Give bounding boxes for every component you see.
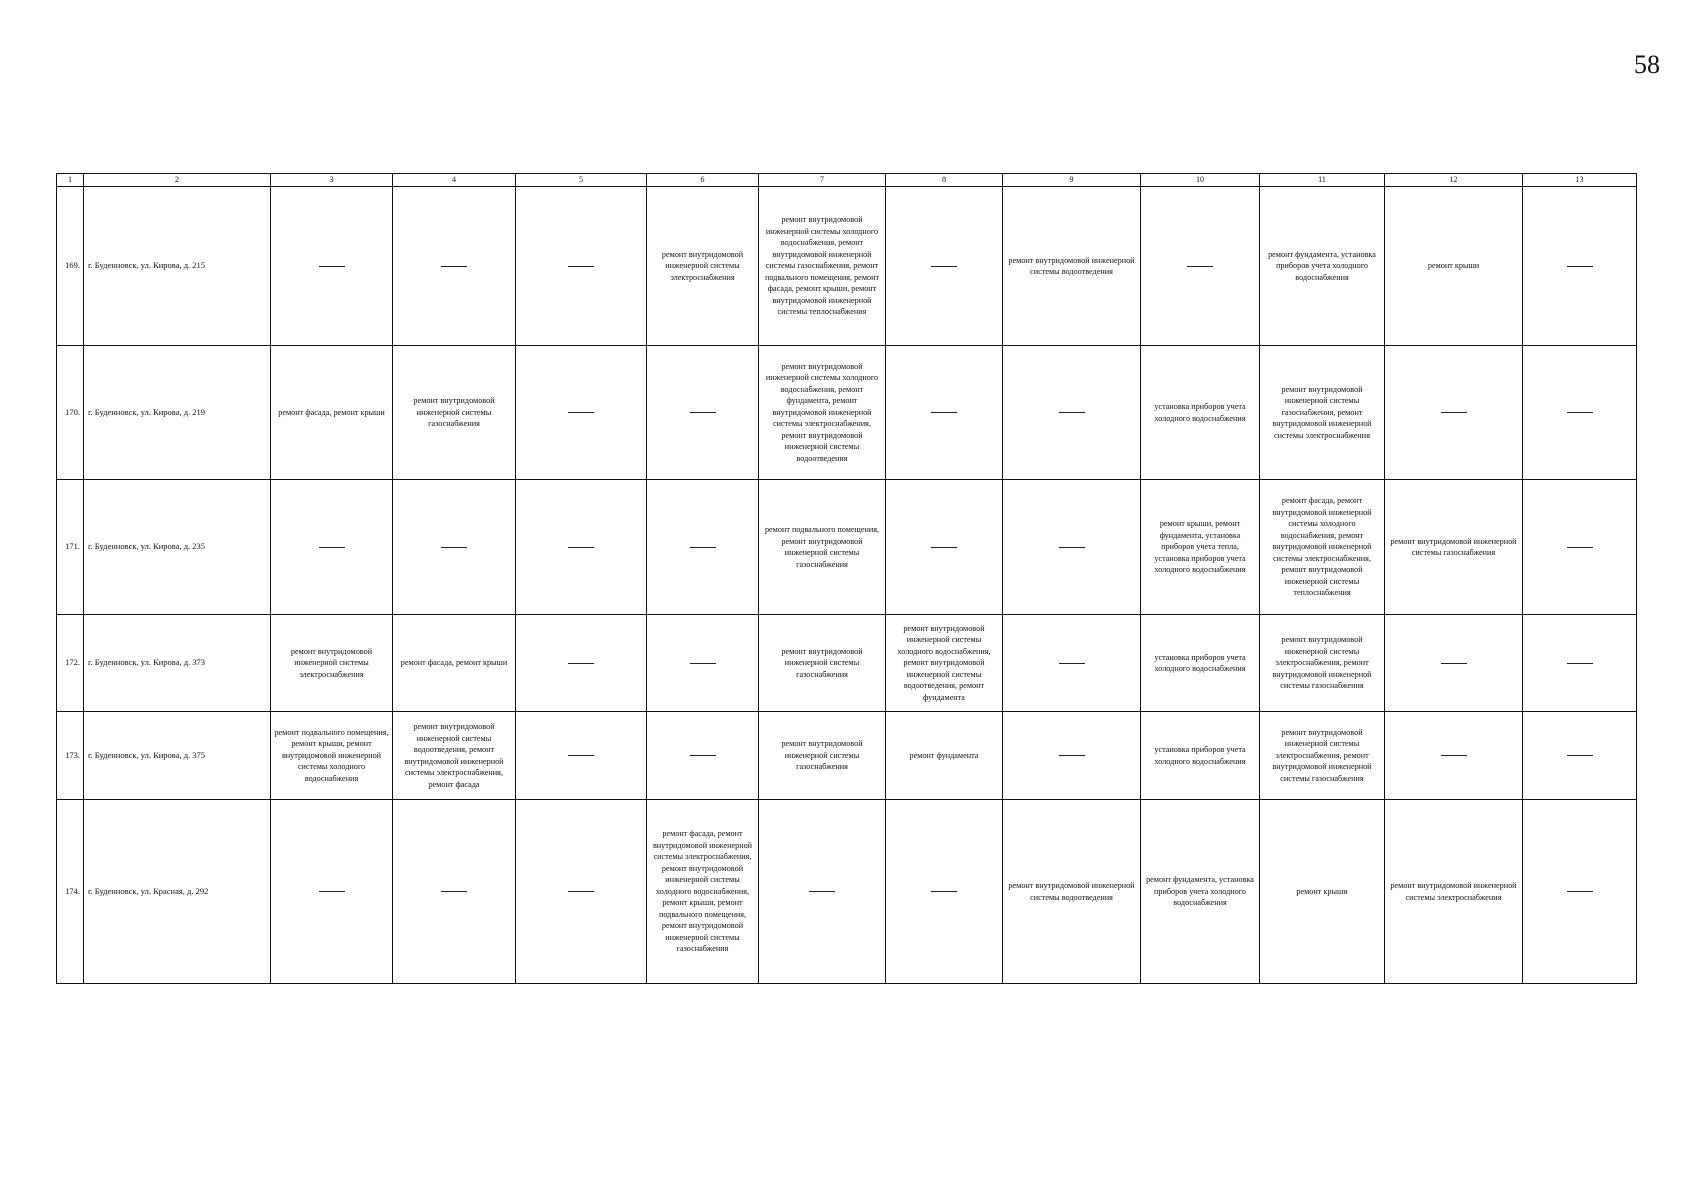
table-row xyxy=(57,712,1637,800)
empty-cell xyxy=(1523,346,1637,480)
empty-cell xyxy=(647,615,759,712)
dash-mark xyxy=(441,266,467,267)
empty-cell xyxy=(393,187,516,346)
empty-cell xyxy=(886,480,1003,615)
empty-cell xyxy=(393,480,516,615)
column-header: 2 xyxy=(84,174,271,187)
column-header: 4 xyxy=(393,174,516,187)
page-number: 58 xyxy=(1634,50,1660,79)
work-cell: ремонт внутридомовой инженерной системы электроснабжения, ремонт внутридомовой инженерной системы газоснабжения xyxy=(1260,712,1385,800)
empty-cell xyxy=(1523,712,1637,800)
work-cell: ремонт крыши xyxy=(1385,187,1523,346)
work-cell: ремонт фасада, ремонт внутридомовой инженерной системы холодного водоснабжения, ремонт внутридомовой инженерной системы электроснабжения, ремонт внутридомовой инженерной системы теплоснабжения xyxy=(1260,480,1385,615)
work-cell: ремонт фундамента, установка приборов учета холодного водоснабжения xyxy=(1141,800,1260,984)
dash-mark xyxy=(1567,412,1593,413)
column-header: 12 xyxy=(1385,174,1523,187)
work-cell: ремонт фундамента xyxy=(886,712,1003,800)
work-cell: ремонт крыши, ремонт фундамента, установка приборов учета тепла, установка приборов учета холодного водоснабжения xyxy=(1141,480,1260,615)
dash-mark xyxy=(319,891,345,892)
address-cell: г. Буденновск, ул. Кирова, д. 219 xyxy=(84,346,271,480)
empty-cell xyxy=(516,800,647,984)
work-cell: ремонт внутридомовой инженерной системы газоснабжения xyxy=(759,712,886,800)
dash-mark xyxy=(931,891,957,892)
empty-cell xyxy=(759,800,886,984)
work-cell: установка приборов учета холодного водоснабжения xyxy=(1141,615,1260,712)
work-cell: ремонт внутридомовой инженерной системы газоснабжения xyxy=(1385,480,1523,615)
dash-mark xyxy=(568,755,594,756)
empty-cell xyxy=(271,187,393,346)
work-cell: ремонт внутридомовой инженерной системы электроснабжения xyxy=(1385,800,1523,984)
dash-mark xyxy=(1441,412,1467,413)
dash-mark xyxy=(319,266,345,267)
work-cell: ремонт внутридомовой инженерной системы газоснабжения xyxy=(393,346,516,480)
work-cell: ремонт внутридомовой инженерной системы электроснабжения xyxy=(647,187,759,346)
work-cell: ремонт фасада, ремонт крыши xyxy=(271,346,393,480)
work-cell: ремонт подвального помещения, ремонт внутридомовой инженерной системы газоснабжения xyxy=(759,480,886,615)
dash-mark xyxy=(568,266,594,267)
column-header: 10 xyxy=(1141,174,1260,187)
empty-cell xyxy=(647,712,759,800)
dash-mark xyxy=(1059,412,1085,413)
dash-mark xyxy=(441,891,467,892)
work-cell: установка приборов учета холодного водоснабжения xyxy=(1141,346,1260,480)
empty-cell xyxy=(516,187,647,346)
dash-mark xyxy=(690,547,716,548)
column-header: 9 xyxy=(1003,174,1141,187)
row-number: 172. xyxy=(57,615,84,712)
dash-mark xyxy=(568,891,594,892)
dash-mark xyxy=(1059,663,1085,664)
empty-cell xyxy=(1385,712,1523,800)
empty-cell xyxy=(647,480,759,615)
dash-mark xyxy=(690,412,716,413)
column-header: 1 xyxy=(57,174,84,187)
dash-mark xyxy=(931,547,957,548)
work-cell: ремонт внутридомовой инженерной системы водоотведения xyxy=(1003,800,1141,984)
column-header: 6 xyxy=(647,174,759,187)
column-header: 3 xyxy=(271,174,393,187)
work-cell: ремонт внутридомовой инженерной системы газоснабжения, ремонт внутридомовой инженерной системы электроснабжения xyxy=(1260,346,1385,480)
row-number: 173. xyxy=(57,712,84,800)
empty-cell xyxy=(1523,187,1637,346)
row-number: 174. xyxy=(57,800,84,984)
work-cell: ремонт внутридомовой инженерной системы электроснабжения xyxy=(271,615,393,712)
address-cell: г. Буденновск, ул. Кирова, д. 235 xyxy=(84,480,271,615)
work-cell: ремонт внутридомовой инженерной системы электроснабжения, ремонт внутридомовой инженерной системы газоснабжения xyxy=(1260,615,1385,712)
address-cell: г. Буденновск, ул. Кирова, д. 215 xyxy=(84,187,271,346)
empty-cell xyxy=(516,712,647,800)
empty-cell xyxy=(1385,346,1523,480)
dash-mark xyxy=(319,547,345,548)
table-row xyxy=(57,800,1637,984)
empty-cell xyxy=(1141,187,1260,346)
empty-cell xyxy=(647,346,759,480)
dash-mark xyxy=(1567,755,1593,756)
table-row xyxy=(57,480,1637,615)
dash-mark xyxy=(1567,663,1593,664)
work-cell: ремонт фундамента, установка приборов учета холодного водоснабжения xyxy=(1260,187,1385,346)
table-body xyxy=(57,187,1637,984)
empty-cell xyxy=(886,800,1003,984)
address-cell: г. Буденновск, ул. Кирова, д. 375 xyxy=(84,712,271,800)
dash-mark xyxy=(568,547,594,548)
empty-cell xyxy=(1385,615,1523,712)
column-header: 11 xyxy=(1260,174,1385,187)
empty-cell xyxy=(516,346,647,480)
dash-mark xyxy=(690,755,716,756)
empty-cell xyxy=(1003,615,1141,712)
column-header: 8 xyxy=(886,174,1003,187)
dash-mark xyxy=(441,547,467,548)
address-cell: г. Буденновск, ул. Красная, д. 292 xyxy=(84,800,271,984)
dash-mark xyxy=(1059,547,1085,548)
dash-mark xyxy=(1441,663,1467,664)
empty-cell xyxy=(393,800,516,984)
work-cell: ремонт внутридомовой инженерной системы холодного водоснабжения, ремонт внутридомовой инженерной системы водоотведения, ремонт фундамента xyxy=(886,615,1003,712)
column-header: 7 xyxy=(759,174,886,187)
work-cell: ремонт крыши xyxy=(1260,800,1385,984)
column-header: 13 xyxy=(1523,174,1637,187)
dash-mark xyxy=(931,266,957,267)
dash-mark xyxy=(568,412,594,413)
empty-cell xyxy=(516,480,647,615)
work-cell: ремонт фасада, ремонт крыши xyxy=(393,615,516,712)
dash-mark xyxy=(690,663,716,664)
row-number: 170. xyxy=(57,346,84,480)
empty-cell xyxy=(1523,480,1637,615)
dash-mark xyxy=(568,663,594,664)
work-cell: ремонт внутридомовой инженерной системы водоотведения, ремонт внутридомовой инженерной системы электроснабжения, ремонт фасада xyxy=(393,712,516,800)
work-cell: ремонт подвального помещения, ремонт крыши, ремонт внутридомовой инженерной системы холодного водоснабжения xyxy=(271,712,393,800)
empty-cell xyxy=(1003,712,1141,800)
column-number-row xyxy=(57,174,1637,187)
dash-mark xyxy=(931,412,957,413)
empty-cell xyxy=(1003,480,1141,615)
work-cell: ремонт внутридомовой инженерной системы холодного водоснабжения, ремонт фундамента, ремонт внутридомовой инженерной системы электроснабжения, ремонт внутридомовой инженерной системы водоотведения xyxy=(759,346,886,480)
column-header: 5 xyxy=(516,174,647,187)
dash-mark xyxy=(1187,266,1213,267)
work-cell: установка приборов учета холодного водоснабжения xyxy=(1141,712,1260,800)
empty-cell xyxy=(1003,346,1141,480)
dash-mark xyxy=(1567,891,1593,892)
dash-mark xyxy=(1567,266,1593,267)
empty-cell xyxy=(1523,800,1637,984)
empty-cell xyxy=(271,480,393,615)
address-cell: г. Буденновск, ул. Кирова, д. 373 xyxy=(84,615,271,712)
empty-cell xyxy=(516,615,647,712)
row-number: 171. xyxy=(57,480,84,615)
row-number: 169. xyxy=(57,187,84,346)
work-cell: ремонт внутридомовой инженерной системы газоснабжения xyxy=(759,615,886,712)
table-row xyxy=(57,615,1637,712)
dash-mark xyxy=(1567,547,1593,548)
empty-cell xyxy=(886,346,1003,480)
work-cell: ремонт внутридомовой инженерной системы водоотведения xyxy=(1003,187,1141,346)
table-row xyxy=(57,346,1637,480)
dash-mark xyxy=(1059,755,1085,756)
table-row xyxy=(57,187,1637,346)
dash-mark xyxy=(1441,755,1467,756)
work-schedule-table xyxy=(56,173,1637,984)
empty-cell xyxy=(271,800,393,984)
dash-mark xyxy=(809,891,835,892)
empty-cell xyxy=(1523,615,1637,712)
empty-cell xyxy=(886,187,1003,346)
work-cell: ремонт внутридомовой инженерной системы холодного водоснабжения, ремонт внутридомовой инженерной системы газоснабжения, ремонт подвального помещения, ремонт фасада, ремонт крыши, ремонт внутридомовой инженерной системы теплоснабжения xyxy=(759,187,886,346)
work-cell: ремонт фасада, ремонт внутридомовой инженерной системы электроснабжения, ремонт внутридомовой инженерной системы холодного водоснабжения, ремонт крыши, ремонт подвального помещения, ремонт внутридомовой инженерной системы газоснабжения xyxy=(647,800,759,984)
